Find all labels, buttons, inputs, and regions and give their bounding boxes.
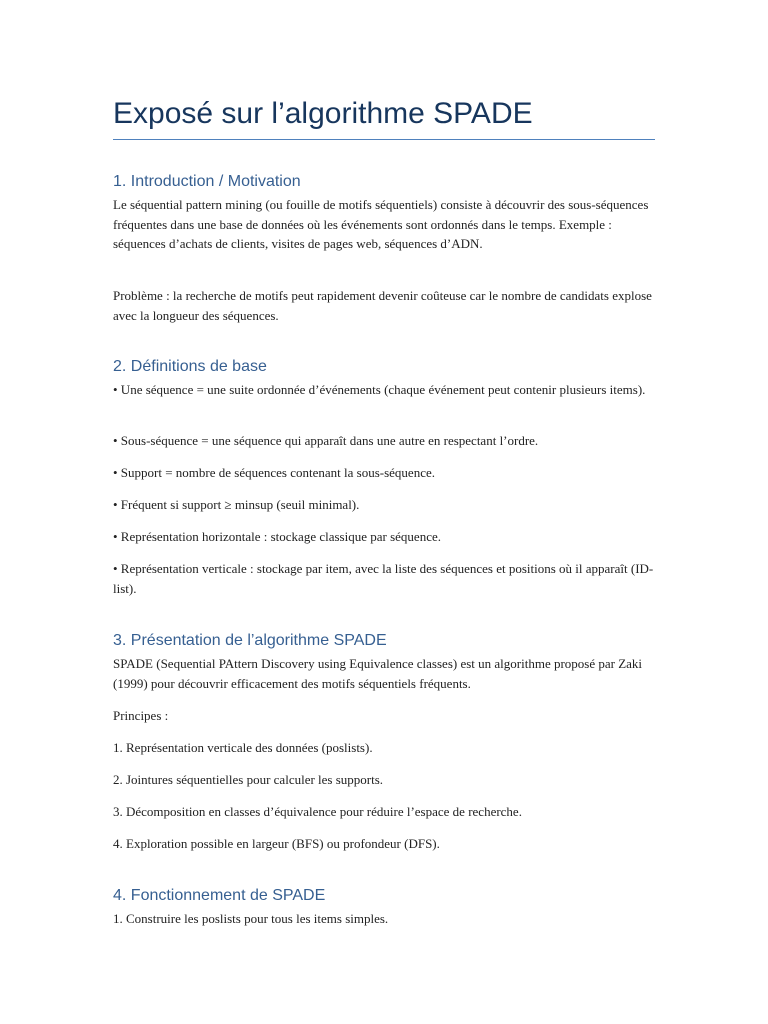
list-item: 1. Représentation verticale des données (poslists). — [113, 740, 373, 755]
bullet-item: • Représentation verticale : stockage par item, avec la liste des séquences et positions où il apparaît (ID-list). — [113, 561, 654, 596]
paragraph: Le séquential pattern mining (ou fouille de motifs séquentiels) consiste à découvrir des sous-séquences fréquentes dans une base de données où les événements sont ordonnés dans le temps. Exemple : séquences d’achats de clients, visites de pages web, séquences d’ADN. — [113, 197, 649, 251]
bullet-item: • Une séquence = une suite ordonnée d’événements (chaque événement peut contenir plusieurs items). — [113, 382, 646, 397]
bullet-item: • Représentation horizontale : stockage classique par séquence. — [113, 529, 441, 544]
section-heading: 3. Présentation de l’algorithme SPADE — [113, 632, 387, 649]
title-underline — [113, 139, 655, 140]
bullet-item: • Fréquent si support ≥ minsup (seuil minimal). — [113, 497, 360, 512]
list-item: 1. Construire les poslists pour tous les items simples. — [113, 911, 389, 926]
paragraph: SPADE (Sequential PAttern Discovery using Equivalence classes) est un algorithme proposé par Zaki (1999) pour découvrir efficacement des motifs séquentiels fréquents. — [113, 656, 643, 691]
document-title: Exposé sur l’algorithme SPADE — [113, 97, 533, 130]
bullet-item: • Support = nombre de séquences contenant la sous-séquence. — [113, 465, 435, 480]
section-heading: 4. Fonctionnement de SPADE — [113, 887, 326, 904]
section-heading: 1. Introduction / Motivation — [113, 173, 301, 190]
bullet-item: • Sous-séquence = une séquence qui apparaît dans une autre en respectant l’ordre. — [113, 433, 539, 448]
paragraph: Problème : la recherche de motifs peut rapidement devenir coûteuse car le nombre de candidats explose avec la longueur des séquences. — [113, 288, 652, 323]
list-item: 4. Exploration possible en largeur (BFS) ou profondeur (DFS). — [113, 836, 440, 851]
list-item: 2. Jointures séquentielles pour calculer les supports. — [113, 772, 384, 787]
paragraph: Principes : — [113, 708, 169, 723]
list-item: 3. Décomposition en classes d’équivalence pour réduire l’espace de recherche. — [113, 804, 522, 819]
section-heading: 2. Définitions de base — [113, 358, 267, 375]
